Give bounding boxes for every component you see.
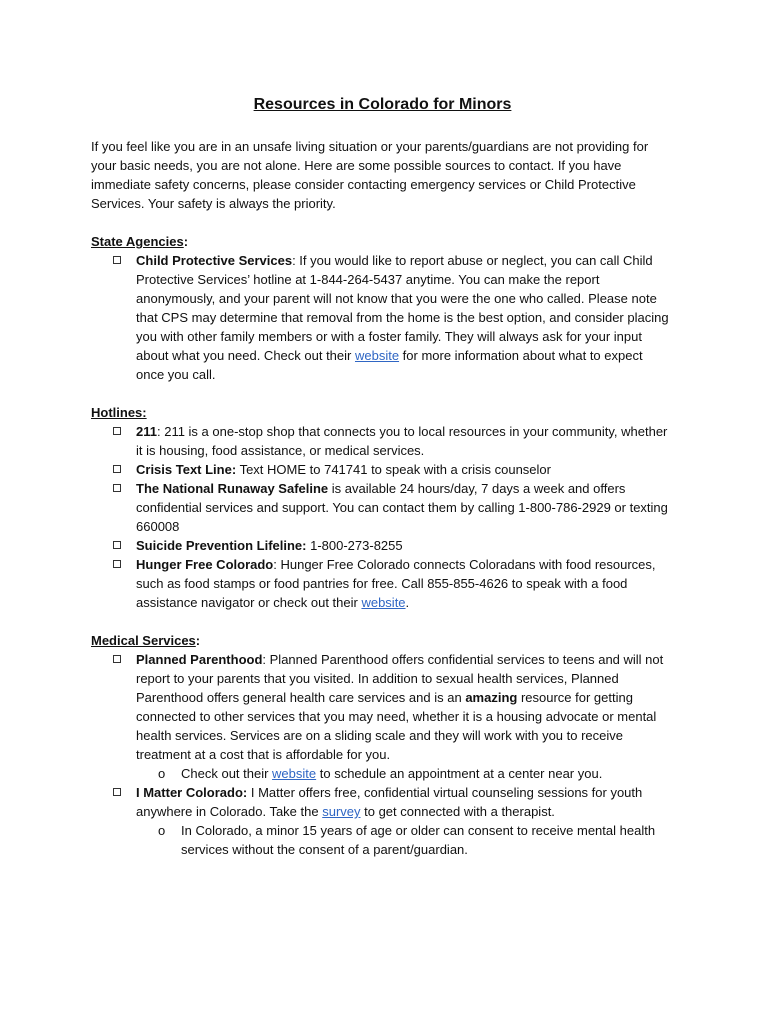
checkbox-bullet-icon	[113, 256, 121, 264]
checkbox-bullet-icon	[113, 541, 121, 549]
item-text: Text HOME to 741741 to speak with a crisis counselor	[236, 462, 551, 477]
circle-bullet-icon: o	[158, 766, 166, 781]
sub-item-text-tail: to schedule an appointment at a center near you.	[316, 766, 603, 781]
item-term: Child Protective Services	[136, 253, 293, 268]
list-item-child-protective-services	[91, 251, 674, 384]
item-term: 211	[136, 424, 157, 439]
item-text: : 211 is a one-stop shop that connects you to local resources in your community, whether it is housing, food assistance, or medical services.	[136, 424, 668, 458]
list-item-crisis-text-line	[91, 460, 674, 479]
section-heading-state-agencies-line	[91, 232, 674, 251]
planned-parenthood-website-link[interactable]: website	[272, 766, 317, 781]
sub-list-item	[136, 821, 674, 859]
item-text: : Planned Parenthood offers confidential services to teens and will not report to your parents that you visited. In addition to sexual health services, Planned Parenthood offers general health care services and is an	[136, 652, 664, 705]
emphasis-text: amazing	[465, 690, 518, 705]
item-term: Suicide Prevention Lifeline:	[136, 538, 307, 553]
section-heading-hotlines: Hotlines:	[91, 405, 147, 420]
section-heading-medical-line	[91, 631, 674, 650]
list-item-hunger-free-colorado	[91, 555, 674, 612]
list-item-suicide-prevention-lifeline	[91, 536, 674, 555]
cps-website-link[interactable]: website	[354, 348, 400, 363]
hotlines-list	[91, 422, 674, 612]
circle-bullet-icon: o	[158, 823, 166, 838]
item-text-tail: resource for getting connected to other services that you may need, whether it is a housing advocate or mental health services. Services are on a sliding scale and they will work with you to receive treatment at a cost that is affordable for you.	[136, 690, 657, 762]
item-term: I Matter Colorado:	[136, 785, 248, 800]
checkbox-bullet-icon	[113, 560, 121, 568]
list-item-planned-parenthood	[91, 650, 674, 783]
list-item-national-runaway-safeline	[91, 479, 674, 536]
document-title: Resources in Colorado for Minors	[253, 96, 512, 113]
list-item-i-matter-colorado	[91, 783, 674, 859]
item-text: I Matter offers free, confidential virtual counseling sessions for youth anywhere in Colorado. Take the	[136, 785, 643, 819]
section-heading-medical-services: Medical Services	[91, 633, 196, 648]
item-text-tail: to get connected with a therapist.	[360, 804, 555, 819]
section-heading-colon: :	[183, 234, 189, 249]
checkbox-bullet-icon	[113, 465, 121, 473]
section-heading-colon: :	[195, 633, 201, 648]
state-agencies-list	[91, 251, 674, 384]
item-text: 1-800-273-8255	[306, 538, 403, 553]
intro-paragraph: If you feel like you are in an unsafe living situation or your parents/guardians are not providing for your basic needs, you are not alone. Here are some possible sources to contact. If you have immediate safety concerns, please consider contacting emergency services or Child Protective Services. Your safety is always the priority.	[91, 139, 649, 211]
item-term: Crisis Text Line:	[136, 462, 237, 477]
sub-item-text: In Colorado, a minor 15 years of age or older can consent to receive mental health services without the consent of a parent/guardian.	[181, 823, 656, 857]
sub-item-text: Check out their	[181, 766, 273, 781]
checkbox-bullet-icon	[113, 788, 121, 796]
list-item-211	[91, 422, 674, 460]
hunger-free-website-link[interactable]: website	[361, 595, 406, 610]
item-text: : If you would like to report abuse or neglect, you can call Child Protective Services’ hotline at 1-844-264-5437 anytime. You can make the report anonymously, and your parent will not know that you were the one who called. Please note that CPS may determine that removal from the home is the best option, and consider placing you with other family members or with a foster family. They will always ask for your input about what you need. Check out their	[136, 253, 669, 363]
item-term: Planned Parenthood	[136, 652, 263, 667]
checkbox-bullet-icon	[113, 484, 121, 492]
i-matter-sublist	[136, 821, 674, 859]
item-text-tail: .	[405, 595, 410, 610]
i-matter-survey-link[interactable]: survey	[322, 804, 361, 819]
section-heading-state-agencies: State Agencies	[91, 234, 184, 249]
item-text: is available 24 hours/day, 7 days a week and offers confidential services and support. You can contact them by calling 1-800-786-2929 or texting 660008	[136, 481, 668, 534]
item-text-tail: for more information about what to expect once you call.	[136, 348, 643, 382]
item-term: The National Runaway Safeline	[136, 481, 329, 496]
sub-list-item	[136, 764, 674, 783]
item-text: : Hunger Free Colorado connects Coloradans with food resources, such as food stamps or food pantries for free. Call 855-855-4626 to speak with a food assistance navigator or check out their	[136, 557, 656, 610]
medical-services-list	[91, 650, 674, 859]
checkbox-bullet-icon	[113, 427, 121, 435]
item-term: Hunger Free Colorado	[136, 557, 274, 572]
checkbox-bullet-icon	[113, 655, 121, 663]
planned-parenthood-sublist	[136, 764, 674, 783]
